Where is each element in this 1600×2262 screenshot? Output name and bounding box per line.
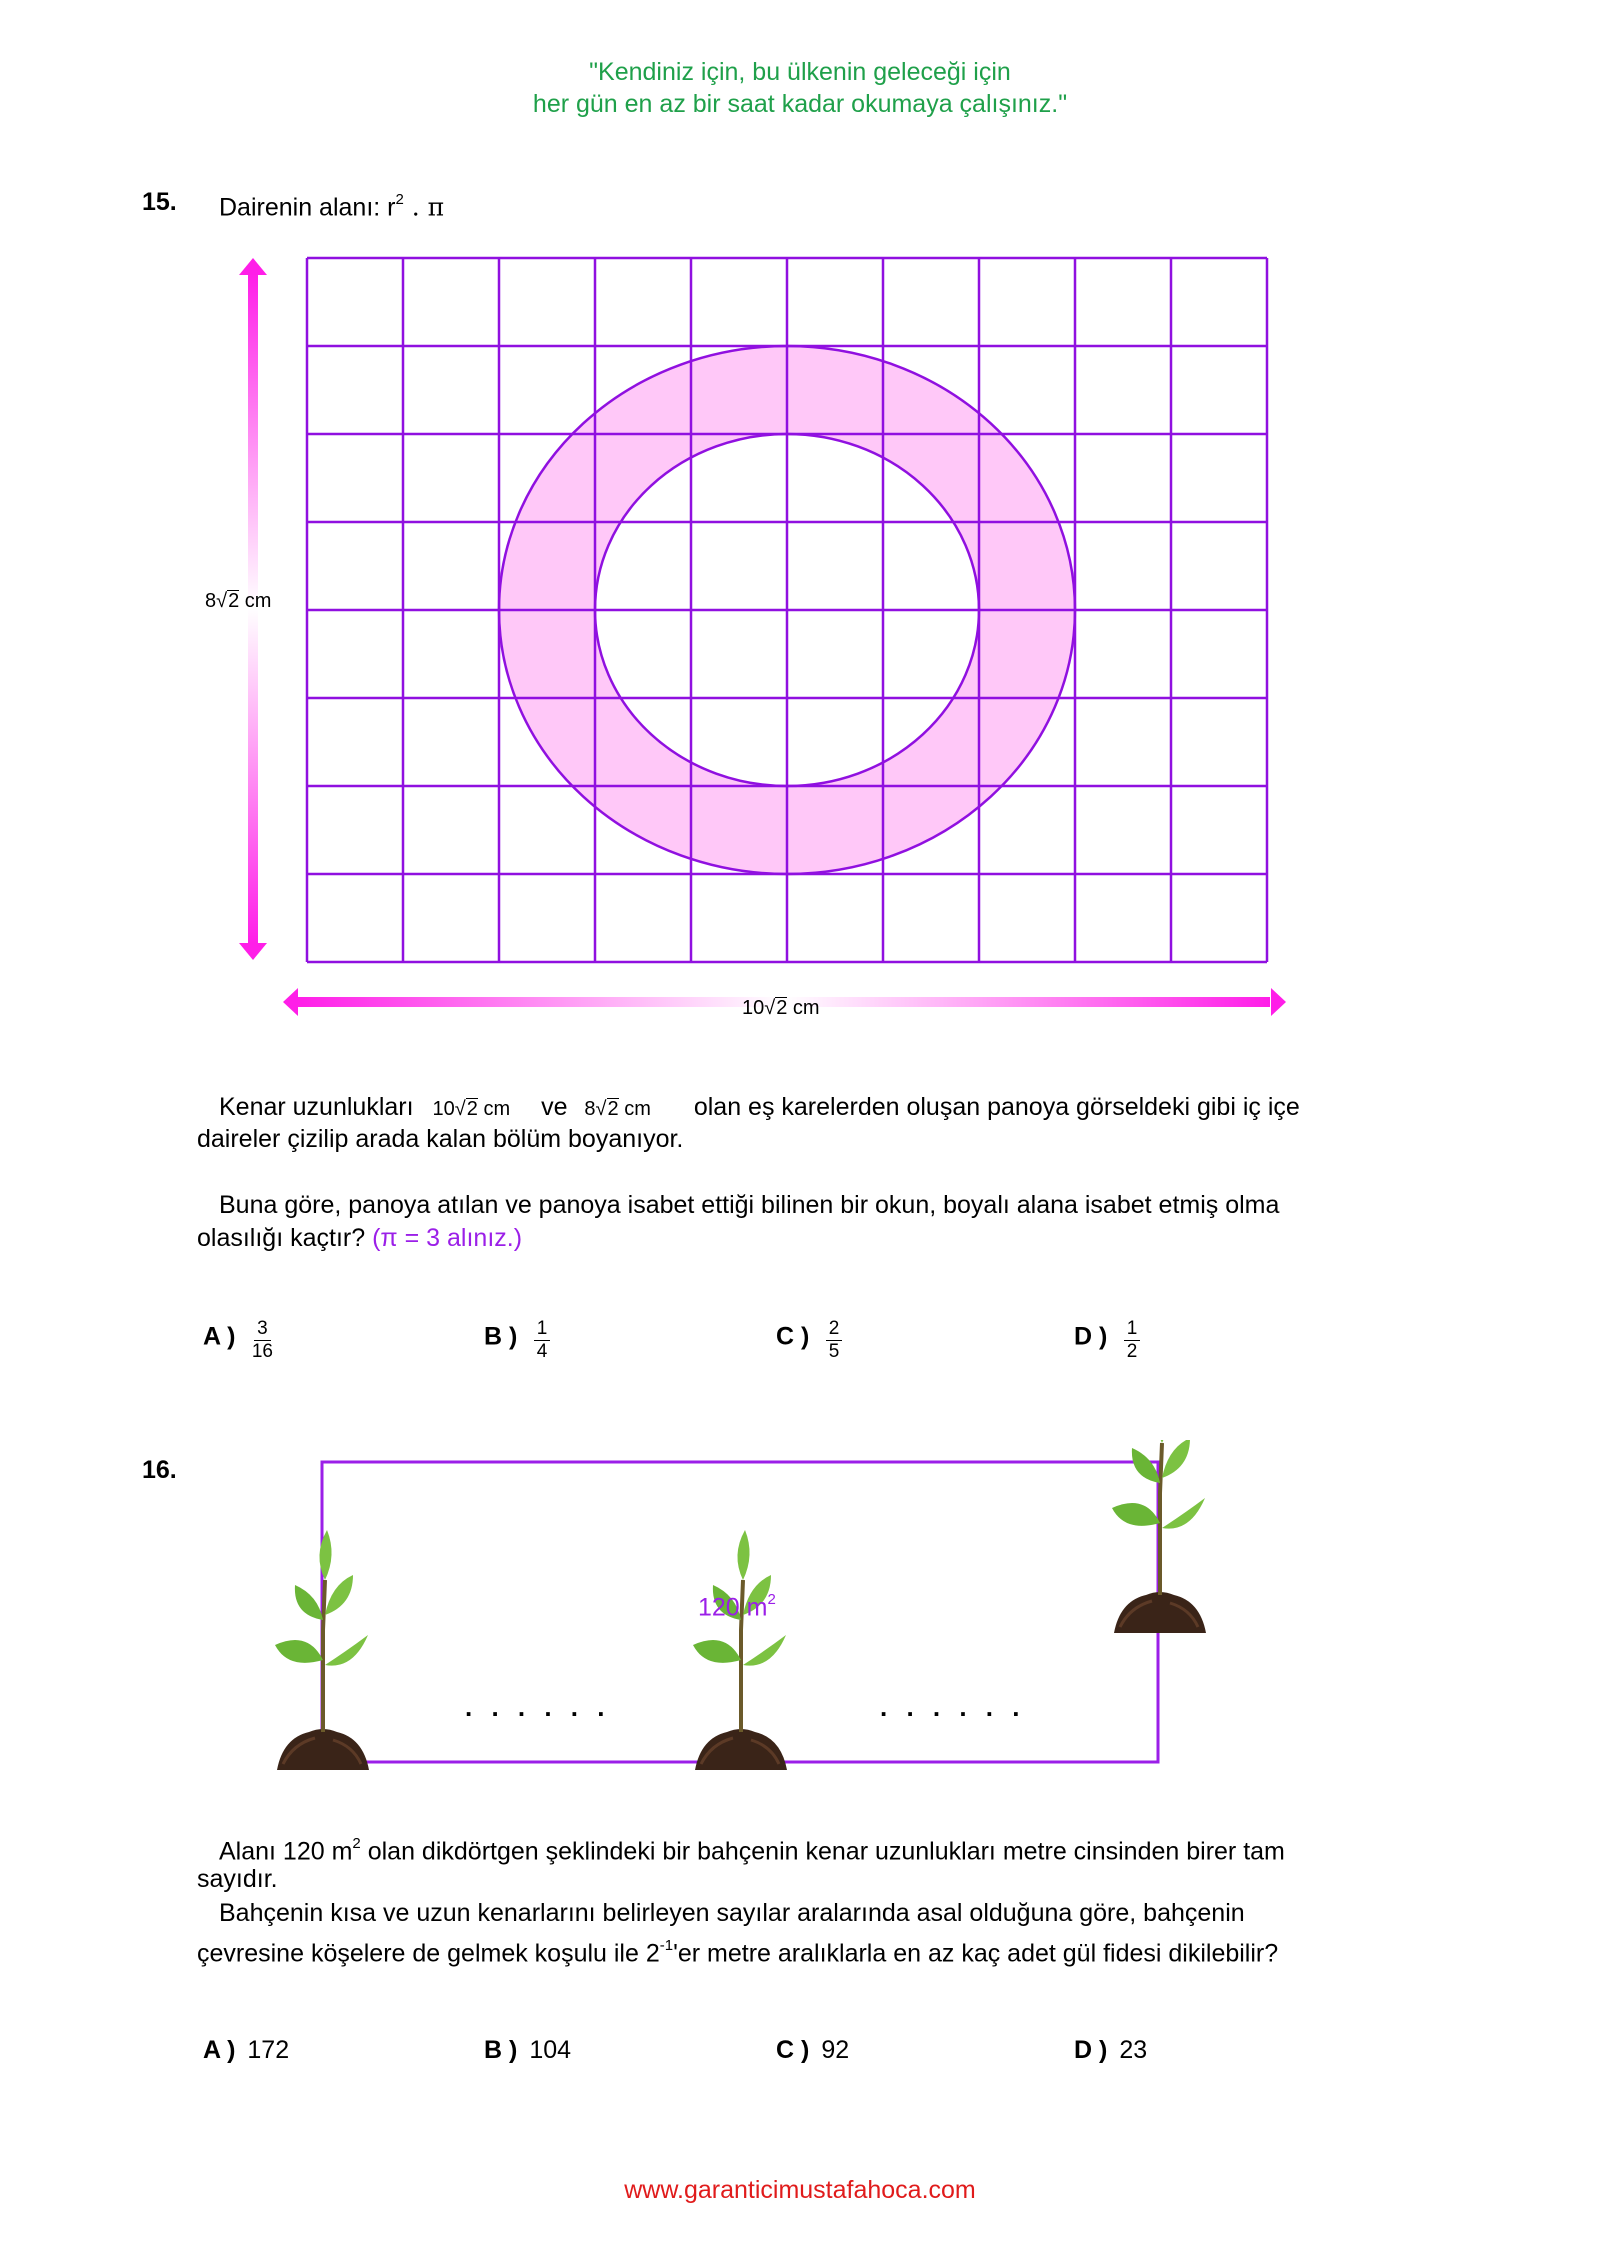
option-letter: D ) xyxy=(1074,2036,1108,2064)
dartboard-figure xyxy=(0,0,1600,1040)
label-root: 2 xyxy=(228,590,240,612)
q16-paragraph-3 xyxy=(197,1931,1278,1970)
q16-paragraph-1-line-2: sayıdır. xyxy=(197,1865,278,1893)
option-value: 104 xyxy=(529,2036,572,2064)
coef: 8 xyxy=(584,1098,596,1120)
q15-option-d[interactable] xyxy=(1074,1318,1140,1363)
unit: cm xyxy=(483,1098,511,1120)
text: olan eş karelerden oluşan panoya görseldeki gibi iç içe xyxy=(693,1093,1300,1121)
q15-paragraph-1-line-2: daireler çizilip arada kalan bölüm boyanıyor. xyxy=(197,1125,684,1153)
label-unit: cm xyxy=(792,997,820,1019)
ellipsis-dots-right: . . . . . . xyxy=(880,1692,1026,1722)
q15-option-b[interactable] xyxy=(484,1318,550,1363)
horizontal-dimension-label xyxy=(742,997,820,1020)
q16-option-c[interactable] xyxy=(776,2036,849,2065)
text: Alanı 120 m xyxy=(219,1837,353,1866)
garden-area-label xyxy=(698,1593,776,1622)
vertical-dimension-label xyxy=(205,590,271,613)
q15-option-a[interactable] xyxy=(203,1318,273,1363)
q15-paragraph-2-line-1: Buna göre, panoya atılan ve panoya isabet ettiği bilinen bir okun, boyalı alana isabet etmiş olma xyxy=(219,1191,1280,1219)
root: 2 xyxy=(607,1098,619,1120)
option-letter: D ) xyxy=(1074,1322,1108,1351)
option-fraction xyxy=(826,1318,843,1363)
q16-option-a[interactable] xyxy=(203,2036,289,2065)
area-value: 120 m xyxy=(698,1593,768,1622)
pi-hint: (π = 3 alınız.) xyxy=(372,1224,523,1252)
q16-paragraph-2: Bahçenin kısa ve uzun kenarlarını belirleyen sayılar aralarında asal olduğuna göre, bahçenin xyxy=(219,1899,1245,1927)
q15-paragraph-2-line-2 xyxy=(197,1221,522,1255)
denominator: 16 xyxy=(251,1341,273,1362)
seedling-icon xyxy=(693,1530,787,1770)
label-coef: 8 xyxy=(205,590,217,612)
option-letter: C ) xyxy=(776,1322,810,1351)
ellipsis-dots-left: . . . . . . xyxy=(465,1692,611,1722)
q15-option-c[interactable] xyxy=(776,1318,842,1363)
text: ve xyxy=(541,1093,568,1121)
option-fraction xyxy=(252,1318,273,1363)
sqrt-icon: √ xyxy=(216,590,228,612)
text: Kenar uzunlukları xyxy=(219,1093,414,1121)
numerator: 2 xyxy=(826,1318,843,1341)
q16-option-b[interactable] xyxy=(484,2036,571,2065)
option-fraction xyxy=(534,1318,551,1363)
option-fraction xyxy=(1124,1318,1141,1363)
text: 'er metre aralıklarla en az kaç adet gül fidesi dikilebilir? xyxy=(673,1939,1279,1968)
option-letter: C ) xyxy=(776,2036,810,2064)
denominator: 4 xyxy=(536,1341,548,1362)
denominator: 5 xyxy=(828,1341,840,1362)
garden-figure xyxy=(0,1440,1600,1780)
q15-paragraph-1-line-1 xyxy=(219,1090,1300,1126)
sqrt-icon: √ xyxy=(764,997,776,1019)
option-value: 172 xyxy=(247,2036,290,2064)
text: çevresine köşelere de gelmek koşulu ile 2 xyxy=(197,1939,660,1968)
exponent: 2 xyxy=(352,1835,361,1852)
q16-paragraph-1-line-1 xyxy=(219,1829,1285,1868)
exponent: -1 xyxy=(659,1937,674,1954)
label-root: 2 xyxy=(776,997,788,1019)
option-letter: A ) xyxy=(203,2036,236,2064)
sqrt-icon: √ xyxy=(454,1098,466,1120)
numerator: 3 xyxy=(254,1318,271,1341)
option-letter: A ) xyxy=(203,1322,236,1351)
numerator: 1 xyxy=(534,1318,551,1341)
denominator: 2 xyxy=(1126,1341,1138,1362)
length-10root2 xyxy=(433,1098,511,1120)
text: olan dikdörtgen şeklindeki bir bahçenin kenar uzunlukları metre cinsinden birer tam xyxy=(360,1837,1285,1866)
text: olasılığı kaçtır? xyxy=(197,1224,366,1252)
option-letter: B ) xyxy=(484,2036,518,2064)
coef: 10 xyxy=(432,1098,455,1120)
shaded-ring xyxy=(0,0,1600,1040)
sqrt-icon: √ xyxy=(595,1098,607,1120)
question-16-number: 16. xyxy=(142,1456,177,1484)
footer-website-link[interactable]: www.garanticimustafahoca.com xyxy=(624,2176,976,2204)
length-8root2 xyxy=(584,1098,650,1120)
area-exponent: 2 xyxy=(767,1591,776,1608)
label-unit: cm xyxy=(244,590,272,612)
root: 2 xyxy=(466,1098,478,1120)
option-value: 92 xyxy=(821,2036,850,2064)
seedling-icon xyxy=(275,1530,369,1770)
label-coef: 10 xyxy=(742,997,765,1019)
seedling-icon xyxy=(1112,1440,1206,1633)
numerator: 1 xyxy=(1124,1318,1141,1341)
unit: cm xyxy=(624,1098,651,1120)
q16-option-d[interactable] xyxy=(1074,2036,1147,2065)
option-value: 23 xyxy=(1119,2036,1148,2064)
option-letter: B ) xyxy=(484,1322,518,1351)
